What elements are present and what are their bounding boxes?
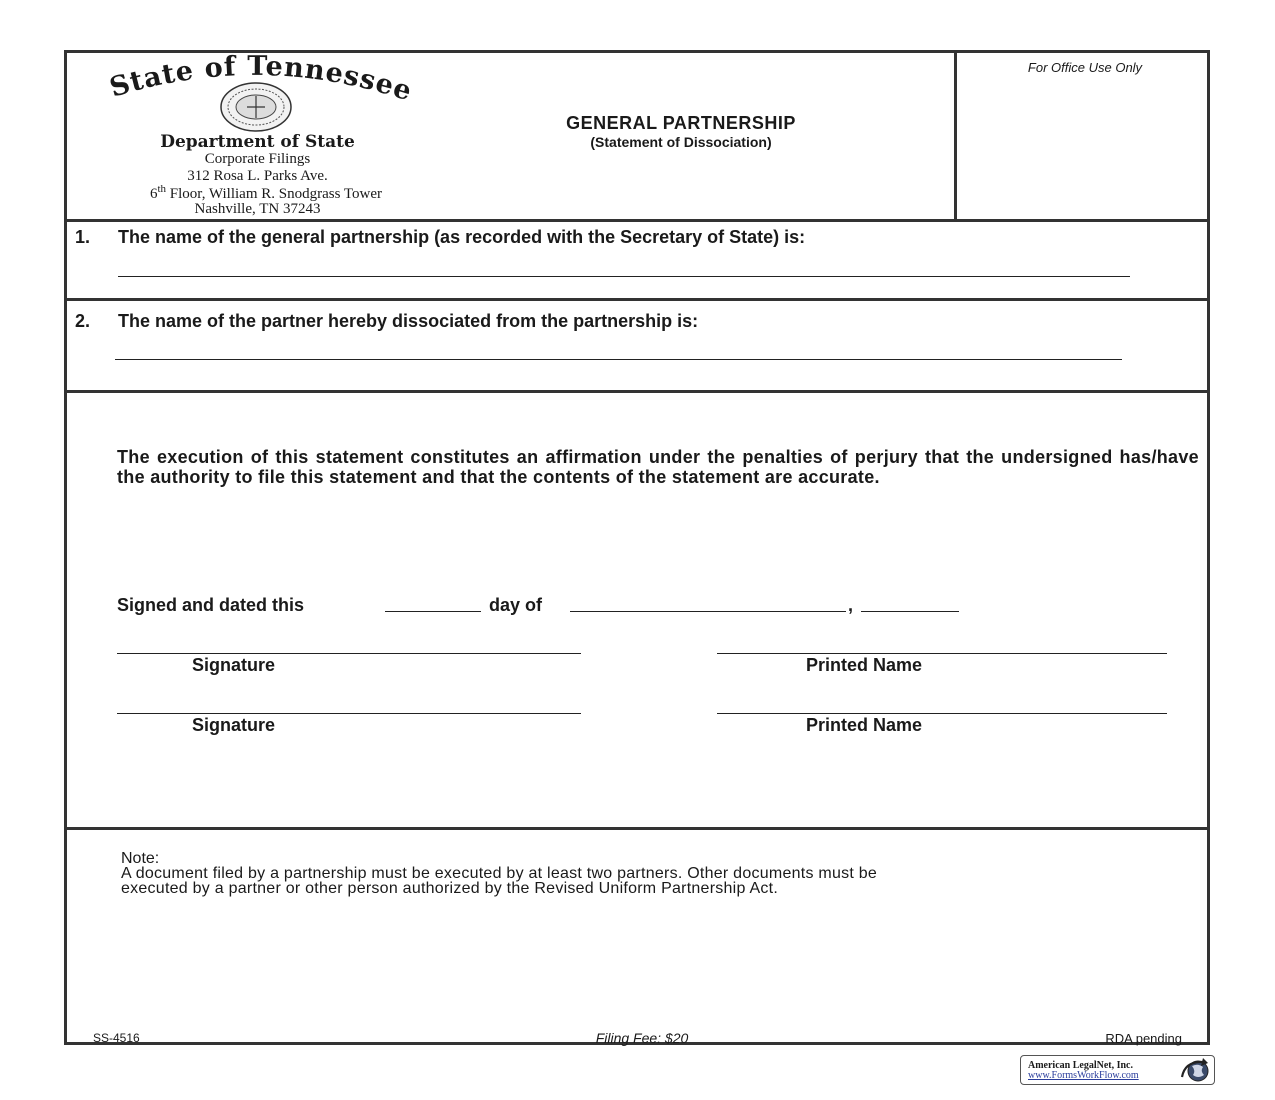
partner-name-line[interactable] bbox=[115, 359, 1122, 360]
printed-name-label-1: Printed Name bbox=[806, 655, 923, 675]
signature-line-1[interactable] bbox=[117, 653, 581, 654]
printed-name-line-2[interactable] bbox=[717, 713, 1167, 714]
division-name: Corporate Filings bbox=[204, 151, 311, 167]
state-seal-icon bbox=[219, 82, 293, 132]
form-subtitle: (Statement of Dissociation) bbox=[590, 134, 772, 150]
rda-status: RDA pending bbox=[1105, 1031, 1182, 1046]
office-use-divider bbox=[954, 50, 957, 221]
address-street: 312 Rosa L. Parks Ave. bbox=[187, 168, 328, 184]
item-1-text: The name of the general partnership (as recorded with the Secretary of State) is: bbox=[118, 227, 806, 247]
floor-rest: Floor, William R. Snodgrass Tower bbox=[166, 186, 382, 202]
svg-text:State of Tennessee: State of Tennessee bbox=[106, 50, 417, 108]
divider-item1 bbox=[64, 298, 1210, 301]
signed-middle: day of bbox=[489, 595, 543, 615]
day-blank[interactable] bbox=[385, 611, 481, 612]
note-line-2: executed by a partner or other person authorized by the Revised Uniform Partnership Act. bbox=[121, 880, 779, 897]
item-2-text: The name of the partner hereby dissociated from the partnership is: bbox=[118, 311, 699, 331]
floor-number: 6 bbox=[149, 186, 158, 202]
signed-prefix: Signed and dated this bbox=[117, 595, 305, 615]
signature-line-2[interactable] bbox=[117, 713, 581, 714]
form-number: SS-4516 bbox=[93, 1031, 140, 1045]
partnership-name-line[interactable] bbox=[118, 276, 1130, 277]
address-city: Nashville, TN 37243 bbox=[194, 201, 321, 217]
form-title: GENERAL PARTNERSHIP bbox=[566, 113, 796, 133]
signature-label-2: Signature bbox=[192, 715, 276, 735]
department-name: Department of State bbox=[160, 132, 355, 152]
month-blank[interactable] bbox=[570, 611, 846, 612]
signed-comma: , bbox=[848, 595, 854, 615]
divider-item2 bbox=[64, 390, 1210, 393]
note-line-1: A document filed by a partnership must be executed by at least two partners. Other documents must be bbox=[121, 865, 878, 882]
address-floor bbox=[96, 183, 436, 203]
globe-arrow-icon bbox=[1179, 1058, 1211, 1084]
publisher-url[interactable]: www.FormsWorkFlow.com bbox=[1028, 1070, 1139, 1081]
filing-fee: Filing Fee: $20 bbox=[595, 1030, 689, 1046]
signature-label-1: Signature bbox=[192, 655, 276, 675]
item-2-number: 2. bbox=[75, 311, 91, 331]
office-use-label: For Office Use Only bbox=[1027, 60, 1143, 75]
note-title: Note: bbox=[121, 850, 160, 867]
divider-header bbox=[64, 219, 1210, 222]
item-1-number: 1. bbox=[75, 227, 91, 247]
floor-suffix: th bbox=[157, 183, 167, 195]
publisher-name: American LegalNet, Inc. bbox=[1028, 1060, 1133, 1071]
printed-name-line-1[interactable] bbox=[717, 653, 1167, 654]
printed-name-label-2: Printed Name bbox=[806, 715, 923, 735]
divider-signatures bbox=[64, 827, 1210, 830]
year-blank[interactable] bbox=[861, 611, 959, 612]
affirmation-text: The execution of this statement constitutes an affirmation under the penalties of perjury that the undersigned has/have the authority to file this statement and that the contents of the statement are accurate. bbox=[117, 447, 1199, 487]
publisher-badge bbox=[1020, 1055, 1215, 1085]
